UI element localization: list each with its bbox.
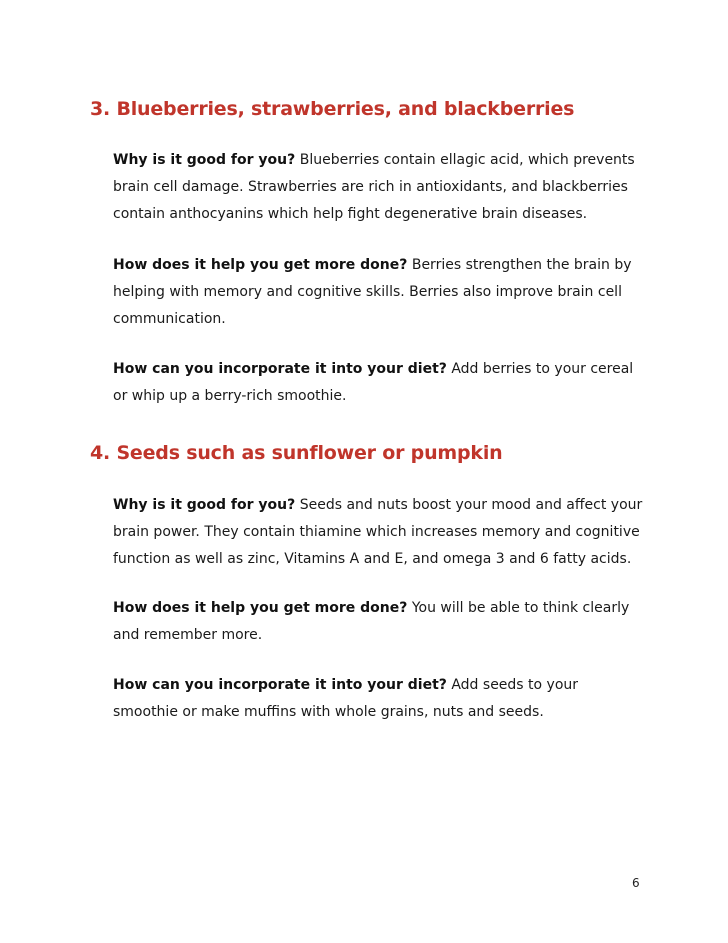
question-label: Why is it good for you? xyxy=(113,152,296,168)
page-number: 6 xyxy=(632,876,640,890)
paragraph-berries-why xyxy=(113,147,643,228)
answer-text: Add seeds to your smoothie or make muffins with whole grains, nuts and seeds. xyxy=(113,677,579,720)
question-label: How does it help you get more done? xyxy=(113,600,408,616)
question-label: How can you incorporate it into your diet? xyxy=(113,361,447,377)
paragraph-seeds-why xyxy=(113,492,643,573)
question-label: How can you incorporate it into your diet? xyxy=(113,677,447,693)
answer-text: Blueberries contain ellagic acid, which prevents brain cell damage. Strawberries are rich in antioxidants, and blackberries contain anthocyanins which help fight degenerative brain diseases. xyxy=(113,152,635,222)
paragraph-seeds-how-help xyxy=(113,595,643,649)
question-label: How does it help you get more done? xyxy=(113,257,408,273)
answer-text: Berries strengthen the brain by helping with memory and cognitive skills. Berries also improve brain cell communication. xyxy=(113,257,632,327)
section-heading-seeds: 4. Seeds such as sunflower or pumpkin xyxy=(90,442,503,464)
answer-text: Add berries to your cereal or whip up a berry-rich smoothie. xyxy=(113,361,634,404)
paragraph-berries-how-help xyxy=(113,252,643,333)
section-heading-berries: 3. Blueberries, strawberries, and blackberries xyxy=(90,98,575,120)
answer-text: Seeds and nuts boost your mood and affect your brain power. They contain thiamine which increases memory and cognitive function as well as zinc, Vitamins A and E, and omega 3 and 6 fatty acids. xyxy=(113,497,643,567)
answer-text: You will be able to think clearly and remember more. xyxy=(113,600,630,643)
paragraph-berries-incorporate xyxy=(113,356,643,410)
question-label: Why is it good for you? xyxy=(113,497,296,513)
paragraph-seeds-incorporate xyxy=(113,672,643,726)
